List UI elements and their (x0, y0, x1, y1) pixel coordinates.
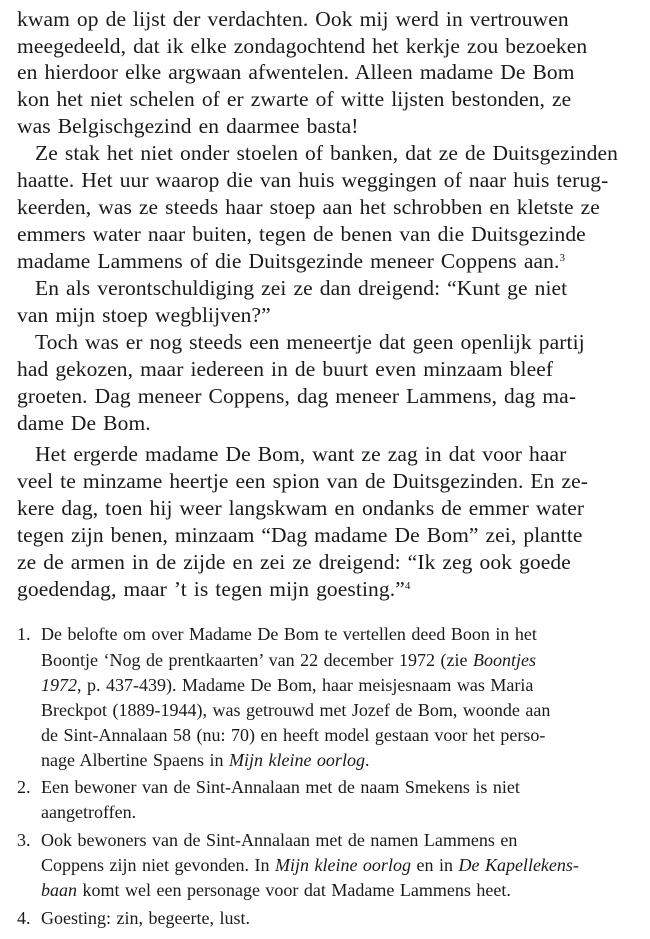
footnote-line (41, 648, 536, 672)
text-line: Ze stak het niet onder stoelen of banken, dat ze de Duitsgezinden (35, 141, 618, 165)
footnote-line: Breckpot (1889-1944), was getrouwd met Jozef de Bom, woonde aan (41, 700, 551, 720)
footnote-ref: 3 (559, 252, 566, 264)
footnote-title: Mijn kleine oorlog (274, 855, 411, 875)
footnote-text: Coppens zijn niet gevonden. In (41, 855, 275, 875)
footnote-title: 1972 (41, 675, 77, 695)
text-line: kwam op de lijst der verdachten. Ook mij werd in vertrouwen (17, 7, 569, 31)
footnote-number: 3. (17, 830, 31, 850)
footnote-title: Boontjes (473, 650, 536, 670)
footnote-line (41, 673, 533, 697)
text-line: kere dag, toen hij weer langskwam en ondanks de emmer water (17, 496, 585, 520)
footnote-text: Boontje ‘Nog de prentkaarten’ van 22 december 1972 (zie (41, 650, 473, 670)
text-line: veel te minzame heertje een spion van de Duitsgezinden. En ze- (17, 469, 589, 493)
text-line: meegedeeld, dat ik elke zondagochtend het kerkje zou bezoeken (17, 34, 588, 58)
line-text: goedendag, maar ’t is tegen mijn goesting.” (17, 577, 405, 601)
text-line: haatte. Het uur waarop die van huis weggingen of naar huis terug- (17, 168, 609, 192)
footnote-number: 4. (17, 908, 31, 928)
line-text: madame Lammens of die Duitsgezinde meneer Coppens aan. (17, 249, 560, 273)
text-line: keerden, was ze steeds haar stoep aan het schrobben en kletste ze (17, 195, 600, 219)
text-line: was Belgischgezind en daarmee basta! (17, 114, 359, 138)
footnote-line (41, 748, 369, 772)
footnote-title: De Kapellekens- (458, 855, 579, 875)
text-line: groeten. Dag meneer Coppens, dag meneer Lammens, dag ma- (17, 384, 577, 408)
footnote-title: baan (41, 880, 77, 900)
footnote-text: en in (410, 855, 459, 875)
footnote-line: De belofte om over Madame De Bom te vertellen deed Boon in het (41, 624, 537, 644)
text-line: van mijn stoep wegblijven?” (17, 303, 271, 327)
footnote-ref: 4 (404, 580, 411, 592)
footnote-number: 1. (17, 624, 31, 644)
text-line (17, 248, 565, 275)
text-line: emmers water naar buiten, tegen de benen van die Duitsgezinde (17, 222, 586, 246)
text-line: Toch was er nog steeds een meneertje dat geen openlijk partij (35, 330, 585, 354)
footnote-line: Ook bewoners van de Sint-Annalaan met de namen Lammens en (41, 830, 518, 850)
text-line: had gekozen, maar iedereen in de buurt even minzaam bleef (17, 357, 554, 381)
footnote-title: Mijn kleine oorlog (228, 750, 365, 770)
footnote-line: Een bewoner van de Sint-Annalaan met de naam Smekens is niet (41, 777, 520, 797)
text-line: dame De Bom. (17, 411, 151, 435)
footnote-text: komt wel een personage voor dat Madame Lammens heet. (77, 880, 511, 900)
footnote-line: de Sint-Annalaan 58 (nu: 70) en heeft model gestaan voor het perso- (41, 725, 546, 745)
footnote-line: Goesting: zin, begeerte, lust. (41, 908, 250, 928)
footnote-text: , p. 437-439). Madame De Bom, haar meisjesnaam was Maria (77, 675, 534, 695)
text-line: kon het niet schelen of er zwarte of witte lijsten bestonden, ze (17, 87, 572, 111)
text-line: en hierdoor elke argwaan afwentelen. Alleen madame De Bom (17, 60, 575, 84)
text-line: En als verontschuldiging zei ze dan dreigend: “Kunt ge niet (35, 276, 568, 300)
footnote-line (41, 853, 579, 877)
footnote-text: nage Albertine Spaens in (41, 750, 229, 770)
text-line: Het ergerde madame De Bom, want ze zag in dat voor haar (35, 442, 567, 466)
footnote-line (41, 878, 511, 902)
text-line: ze de armen in de zijde en zei ze dreigend: “Ik zeg ook goede (17, 550, 571, 574)
text-line (17, 576, 410, 603)
footnote-text: . (364, 750, 370, 770)
text-line: tegen zijn benen, minzaam “Dag madame De Bom” zei, plantte (17, 523, 583, 547)
footnote-line: aangetroffen. (41, 802, 137, 822)
footnote-number: 2. (17, 777, 31, 797)
